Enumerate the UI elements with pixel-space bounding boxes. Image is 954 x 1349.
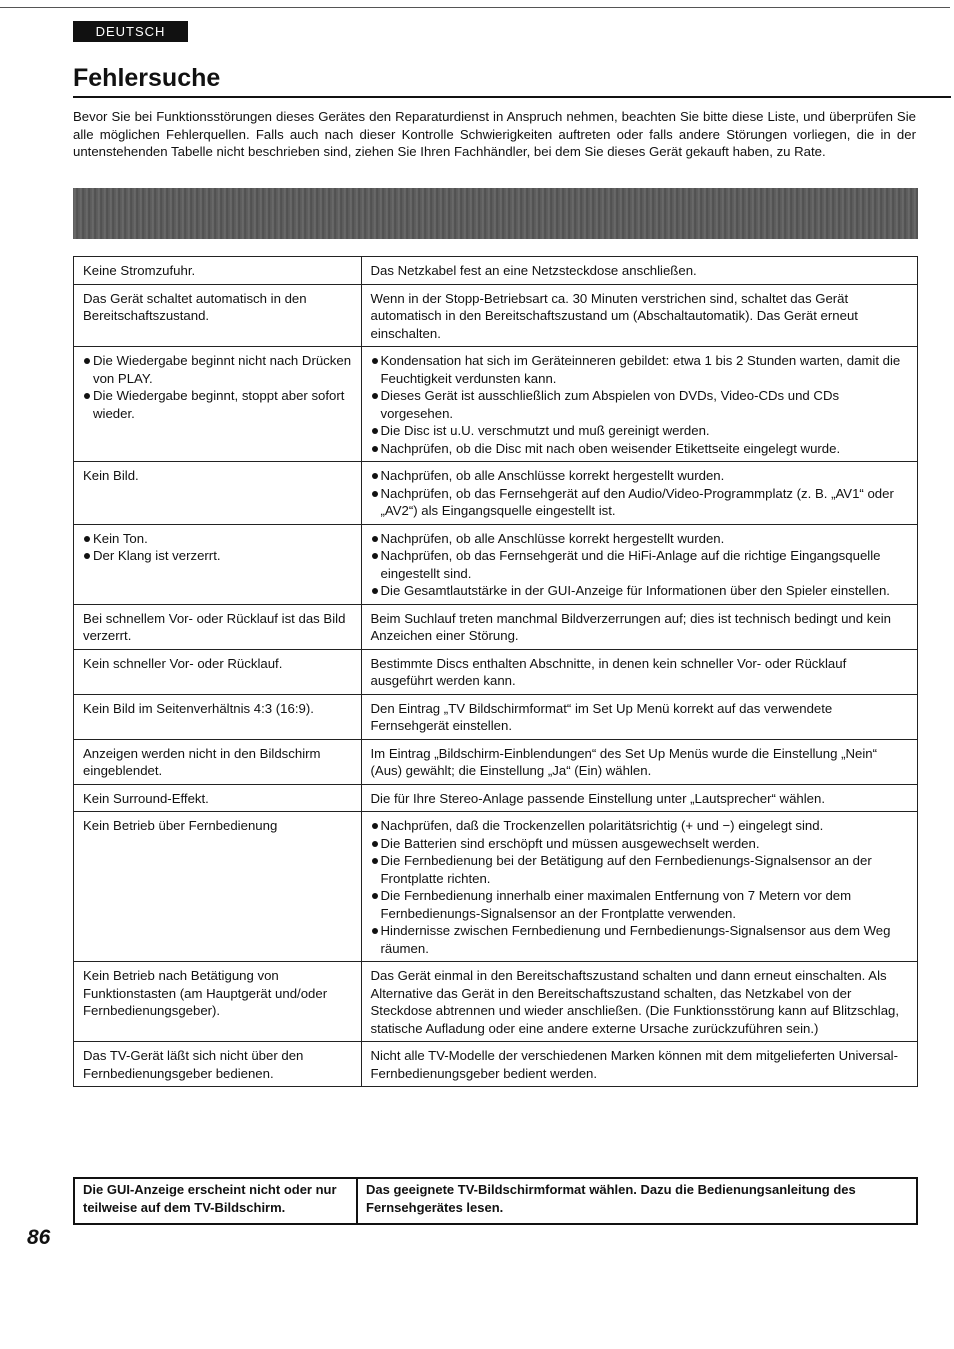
troubleshooting-table-body bbox=[74, 257, 918, 1087]
remedy-cell-bullet-list bbox=[371, 530, 910, 600]
problem-cell bbox=[74, 524, 362, 604]
bullet-item: Dieses Gerät ist ausschließlich zum Abspielen von DVDs, Video-CDs und CDs vorgesehen. bbox=[371, 387, 910, 422]
problem-cell-text: Bei schnellem Vor- oder Rücklauf ist das Bild verzerrt. bbox=[83, 610, 346, 643]
remedy-cell bbox=[361, 1042, 918, 1087]
problem-cell bbox=[74, 462, 362, 525]
problem-cell bbox=[74, 784, 362, 812]
bullet-item: Nachprüfen, ob alle Anschlüsse korrekt hergestellt wurden. bbox=[371, 467, 910, 485]
remedy-cell-text: Den Eintrag „TV Bildschirmformat“ im Set Up Menü korrekt auf das verwendete Fernsehgerät einstellen. bbox=[370, 700, 833, 733]
problem-cell bbox=[74, 962, 362, 1042]
remedy-cell bbox=[361, 284, 918, 347]
remedy-cell bbox=[361, 812, 918, 962]
bullet-item: Die Fernbedienung bei der Betätigung auf den Fernbedienungs-Signalsensor an der Frontplatte richten. bbox=[371, 852, 910, 887]
remedy-cell bbox=[361, 784, 918, 812]
bullet-item: Die Gesamtlautstärke in der GUI-Anzeige für Informationen über den Spieler einstellen. bbox=[371, 582, 910, 600]
problem-cell bbox=[74, 649, 362, 694]
problem-cell-bullet-list bbox=[83, 352, 353, 422]
page-number: 86 bbox=[27, 1226, 51, 1249]
remedy-cell bbox=[361, 462, 918, 525]
problem-cell bbox=[74, 257, 362, 285]
problem-cell-text: Kein Surround-Effekt. bbox=[83, 790, 209, 806]
bullet-item: Die Wiedergabe beginnt, stoppt aber sofort wieder. bbox=[83, 387, 353, 422]
problem-cell-text: Das TV-Gerät läßt sich nicht über den Fernbedienungsgeber bedienen. bbox=[83, 1048, 304, 1081]
problem-cell bbox=[74, 1042, 362, 1087]
page-title: Fehlersuche bbox=[73, 64, 221, 92]
bullet-item: Die Batterien sind erschöpft und müssen ausgewechselt werden. bbox=[371, 835, 910, 853]
remedy-cell-text: Die für Ihre Stereo-Anlage passende Einstellung unter „Lautsprecher“ wählen. bbox=[370, 790, 825, 806]
bullet-item: Die Fernbedienung innerhalb einer maximalen Entfernung von 7 Metern vor dem Fernbedienungs-Signalsensor an der Frontplatte verwenden. bbox=[371, 887, 910, 922]
remedy-cell-text: Nicht alle TV-Modelle der verschiedenen Marken können mit dem mitgelieferten Universal-Fernbedienungsgeber bedient werden. bbox=[370, 1048, 898, 1081]
table-row bbox=[74, 962, 918, 1042]
bullet-item: Nachprüfen, daß die Trockenzellen polaritätsrichtig (+ und −) eingelegt sind. bbox=[371, 817, 910, 835]
problem-cell-text: Kein Bild. bbox=[83, 468, 139, 483]
language-badge: DEUTSCH bbox=[73, 21, 188, 42]
remedy-cell-text: Beim Suchlauf treten manchmal Bildverzerrungen auf; dies ist technisch bedingt und kein Anzeichen einer Störung. bbox=[370, 610, 891, 643]
table-row bbox=[74, 284, 918, 347]
bullet-item: Kein Ton. bbox=[83, 530, 353, 548]
table-row bbox=[74, 694, 918, 739]
remedy-cell-text: Das Gerät einmal in den Bereitschaftszustand schalten und dann erneut einschalten. Als Alternative das Gerät in den Bereitschaftszustand schalten, das Netzkabel von der Steckdose abtrennen und wieder anschließen. (Die Funktionsstörung kann auf Blitzschlag, statische Aufladung oder eine andere externe Ursache zurückzuführen sein.) bbox=[370, 968, 900, 1036]
bullet-item: Nachprüfen, ob alle Anschlüsse korrekt hergestellt wurden. bbox=[371, 530, 910, 548]
table-row bbox=[74, 649, 918, 694]
intro-paragraph: Bevor Sie bei Funktionsstörungen dieses Gerätes den Reparaturdienst in Anspruch nehmen, beachten Sie bitte diese Liste, und überprüfen Sie alle möglichen Fehlerquellen. Falls auch nach dieser Kontrolle Schwierigkeiten auftreten oder falls andere Störungen vorliegen, die in der untenstehenden Tabelle nicht beschrieben sind, ziehen Sie Ihren Fachhändler, bei dem Sie dieses Gerät gekauft haben, zu Rate. bbox=[73, 109, 916, 159]
remedy-cell-bullet-list bbox=[371, 467, 910, 520]
problem-cell bbox=[74, 604, 362, 649]
bullet-item: Nachprüfen, ob das Fernsehgerät auf den Audio/Video-Programmplatz (z. B. „AV1“ oder „AV2“) als Eingangsquelle eingestellt ist. bbox=[371, 485, 910, 520]
troubleshooting-table bbox=[73, 256, 918, 1087]
remedy-cell-text: Bestimmte Discs enthalten Abschnitte, in denen kein schneller Vor- oder Rücklauf ausgeführt werden kann. bbox=[370, 655, 847, 688]
problem-cell-text: Anzeigen werden nicht in den Bildschirm eingeblendet. bbox=[83, 745, 321, 778]
table-row bbox=[74, 739, 918, 784]
bullet-item: Die Disc ist u.U. verschmutzt und muß gereinigt werden. bbox=[371, 422, 910, 440]
remedy-cell-text: Im Eintrag „Bildschirm-Einblendungen“ des Set Up Menüs wurde die Einstellung „Nein“ (Aus) gewählt; die Einstellung „Ja“ (Ein) wählen. bbox=[370, 745, 877, 778]
final-troubleshooting-row bbox=[73, 1177, 918, 1225]
problem-cell-text: Kein Bild im Seitenverhältnis 4:3 (16:9). bbox=[83, 700, 314, 716]
problem-cell-text: Kein schneller Vor- oder Rücklauf. bbox=[83, 655, 283, 671]
remedy-cell bbox=[361, 649, 918, 694]
problem-cell-bullet-list bbox=[83, 530, 353, 565]
remedy-cell-text: Das Netzkabel fest an eine Netzsteckdose anschließen. bbox=[370, 263, 697, 278]
top-rule bbox=[0, 7, 950, 8]
problem-cell bbox=[74, 739, 362, 784]
bullet-item: Der Klang ist verzerrt. bbox=[83, 547, 353, 565]
remedy-cell bbox=[361, 524, 918, 604]
remedy-cell bbox=[361, 962, 918, 1042]
remedy-cell bbox=[361, 694, 918, 739]
remedy-cell bbox=[361, 347, 918, 462]
problem-cell bbox=[74, 812, 362, 962]
table-row bbox=[74, 524, 918, 604]
problem-cell-text: Keine Stromzufuhr. bbox=[83, 263, 196, 278]
bullet-item: Nachprüfen, ob das Fernsehgerät und die HiFi-Anlage auf die richtige Eingangsquelle eingestellt sind. bbox=[371, 547, 910, 582]
table-row bbox=[74, 462, 918, 525]
problem-cell bbox=[74, 694, 362, 739]
remedy-cell-bullet-list bbox=[371, 817, 910, 957]
problem-cell-text: Kein Betrieb nach Betätigung von Funktionstasten (am Hauptgerät und/oder Fernbedienungsgeber). bbox=[83, 968, 328, 1018]
final-problem-cell: Die GUI-Anzeige erscheint nicht oder nur teilweise auf dem TV-Bildschirm. bbox=[75, 1179, 358, 1223]
remedy-cell bbox=[361, 604, 918, 649]
title-rule bbox=[73, 96, 951, 98]
table-row bbox=[74, 257, 918, 285]
problem-cell-text: Kein Betrieb über Fernbedienung bbox=[83, 818, 278, 833]
remedy-cell bbox=[361, 739, 918, 784]
problem-cell bbox=[74, 284, 362, 347]
bullet-item: Kondensation hat sich im Geräteinneren gebildet: etwa 1 bis 2 Stunden warten, damit die Feuchtigkeit verdunsten kann. bbox=[371, 352, 910, 387]
table-row bbox=[74, 347, 918, 462]
table-row bbox=[74, 1042, 918, 1087]
problem-cell-text: Das Gerät schaltet automatisch in den Bereitschaftszustand. bbox=[83, 290, 307, 323]
final-remedy-cell: Das geeignete TV-Bildschirmformat wählen. Dazu die Bedienungsanleitung des Fernsehgerätes lesen. bbox=[366, 1182, 856, 1215]
remedy-cell-text: Wenn in der Stopp-Betriebsart ca. 30 Minuten verstrichen sind, schaltet das Gerät automatisch in den Bereitschaftszustand um (Abschaltautomatik). Das Gerät erneut einschalten. bbox=[370, 290, 858, 341]
table-header-bar bbox=[73, 188, 918, 239]
remedy-cell bbox=[361, 257, 918, 285]
bullet-item: Hindernisse zwischen Fernbedienung und Fernbedienungs-Signalsensor aus dem Weg räumen. bbox=[371, 922, 910, 957]
remedy-cell-bullet-list bbox=[371, 352, 910, 457]
bullet-item: Nachprüfen, ob die Disc mit nach oben weisender Etikettseite eingelegt wurde. bbox=[371, 440, 910, 458]
problem-cell bbox=[74, 347, 362, 462]
bullet-item: Die Wiedergabe beginnt nicht nach Drücken von PLAY. bbox=[83, 352, 353, 387]
table-row bbox=[74, 784, 918, 812]
table-row bbox=[74, 604, 918, 649]
table-row bbox=[74, 812, 918, 962]
